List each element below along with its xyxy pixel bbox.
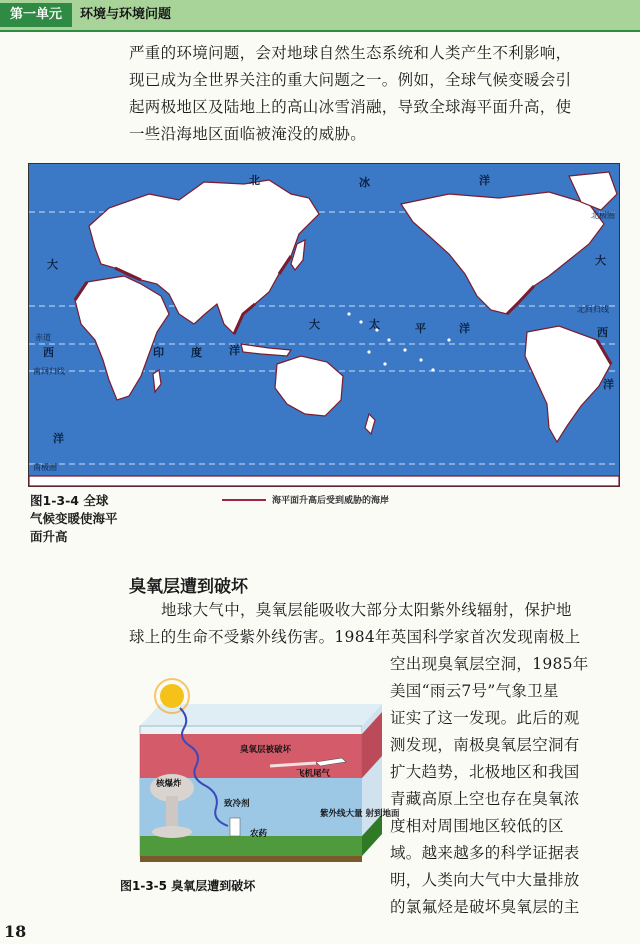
text-line: 起两极地区及陆地上的高山冰雪消融，导致全球海平面升高，使 bbox=[129, 98, 572, 116]
ozone-paragraph-continued bbox=[390, 651, 630, 921]
label-antarctic-circle: 南极圈 bbox=[33, 463, 57, 472]
label-tropic-north: 北回归线 bbox=[577, 305, 609, 314]
legend-line-swatch bbox=[222, 499, 266, 501]
text-line: 空出现臭氧层空洞，1985年 bbox=[390, 655, 589, 673]
caption-line: 气候变暖使海平 bbox=[30, 511, 118, 526]
text-line: 美国“雨云7号”气象卫星 bbox=[390, 682, 559, 700]
map-label-indian-yin: 印 bbox=[153, 346, 164, 359]
map-caption bbox=[30, 492, 118, 546]
map-label-pacific-yang: 洋 bbox=[459, 322, 470, 335]
label-uv: 紫外线大量 射到地面 bbox=[320, 809, 400, 819]
map-label-atlantic-yang: 洋 bbox=[53, 432, 64, 445]
map-label-arctic-yang: 洋 bbox=[479, 174, 490, 187]
map-label-north: 北 bbox=[249, 174, 260, 187]
map-label-pacific-tai: 太 bbox=[369, 318, 380, 331]
label-ozone-damaged: 臭氧层被破坏 bbox=[240, 745, 292, 755]
text-line: 球上的生命不受紫外线伤害。1984年英国科学家首次发现南极上 bbox=[129, 628, 581, 646]
page-number: 18 bbox=[4, 922, 27, 941]
text-line: 域。越来越多的科学证据表 bbox=[390, 844, 580, 862]
label-exhaust: 飞机尾气 bbox=[296, 769, 331, 779]
map-label-atlantic-xi: 西 bbox=[43, 346, 54, 359]
text-line: 度相对周围地区较低的区 bbox=[390, 817, 564, 835]
unit-label: 第一单元 bbox=[0, 3, 72, 27]
ozone-paragraph bbox=[129, 597, 629, 651]
caption-line: 面升高 bbox=[30, 529, 68, 544]
north-america-landmass bbox=[401, 192, 604, 314]
map-label-atlantic-da: 大 bbox=[47, 258, 58, 271]
text-line: 测发现，南极臭氧层空洞有 bbox=[390, 736, 580, 754]
australia-landmass bbox=[275, 356, 343, 416]
world-map-graphic bbox=[29, 164, 619, 486]
text-line: 扩大趋势，北极地区和我国 bbox=[390, 763, 580, 781]
new-zealand-landmass bbox=[365, 414, 375, 434]
map-label-atlantic-xi-east: 西 bbox=[597, 326, 608, 339]
ozone-figure-caption: 图1-3-5 臭氧层遭到破坏 bbox=[120, 879, 256, 893]
map-label-atlantic-da-east: 大 bbox=[595, 254, 606, 267]
text-line: 地球大气中，臭氧层能吸收大部分太阳紫外线辐射，保护地 bbox=[161, 601, 572, 619]
map-label-atlantic-yang-east: 洋 bbox=[603, 378, 614, 391]
ozone-diagram bbox=[120, 668, 400, 896]
label-equator: 赤道 bbox=[35, 333, 51, 342]
indonesia-landmass bbox=[241, 344, 291, 356]
text-line: 的氯氟烃是破坏臭氧层的主 bbox=[390, 898, 580, 916]
label-pesticide: 农药 bbox=[250, 829, 268, 839]
label-tropic-south: 南回归线 bbox=[33, 367, 65, 376]
map-label-pacific-da: 大 bbox=[309, 318, 320, 331]
text-line: 一些沿海地区面临被淹没的威胁。 bbox=[129, 125, 367, 143]
fridge-icon bbox=[230, 818, 240, 836]
intro-paragraph bbox=[129, 40, 629, 148]
chapter-title: 环境与环境问题 bbox=[80, 7, 172, 22]
legend-text: 海平面升高后受到威胁的海岸 bbox=[272, 496, 390, 506]
label-refrigerant: 致冷剂 bbox=[224, 799, 250, 809]
map-label-indian-du: 度 bbox=[191, 346, 202, 359]
text-line: 明，人类向大气中大量排放 bbox=[390, 871, 580, 889]
map-label-pacific-ping: 平 bbox=[415, 322, 426, 335]
world-map bbox=[28, 163, 620, 487]
section-title: 臭氧层遭到破坏 bbox=[129, 577, 248, 597]
label-arctic-circle: 北极圈 bbox=[591, 211, 615, 220]
text-line: 证实了这一发现。此后的观 bbox=[390, 709, 580, 727]
text-line: 严重的环境问题，会对地球自然生态系统和人类产生不利影响， bbox=[129, 44, 572, 62]
antarctica-landmass bbox=[29, 476, 619, 486]
header-divider bbox=[0, 30, 640, 32]
map-label-indian-yang: 洋 bbox=[229, 344, 240, 357]
sun-icon bbox=[160, 684, 184, 708]
text-line: 现已成为全世界关注的重大问题之一。例如，全球气候变暖会引 bbox=[129, 71, 572, 89]
text-line: 青藏高原上空也存在臭氧浓 bbox=[390, 790, 580, 808]
label-nuclear: 核爆炸 bbox=[156, 779, 182, 789]
madagascar-landmass bbox=[153, 370, 161, 392]
map-label-ice: 冰 bbox=[359, 176, 370, 189]
ozone-figure bbox=[120, 668, 400, 896]
caption-line: 图1-3-4 全球 bbox=[30, 493, 109, 508]
